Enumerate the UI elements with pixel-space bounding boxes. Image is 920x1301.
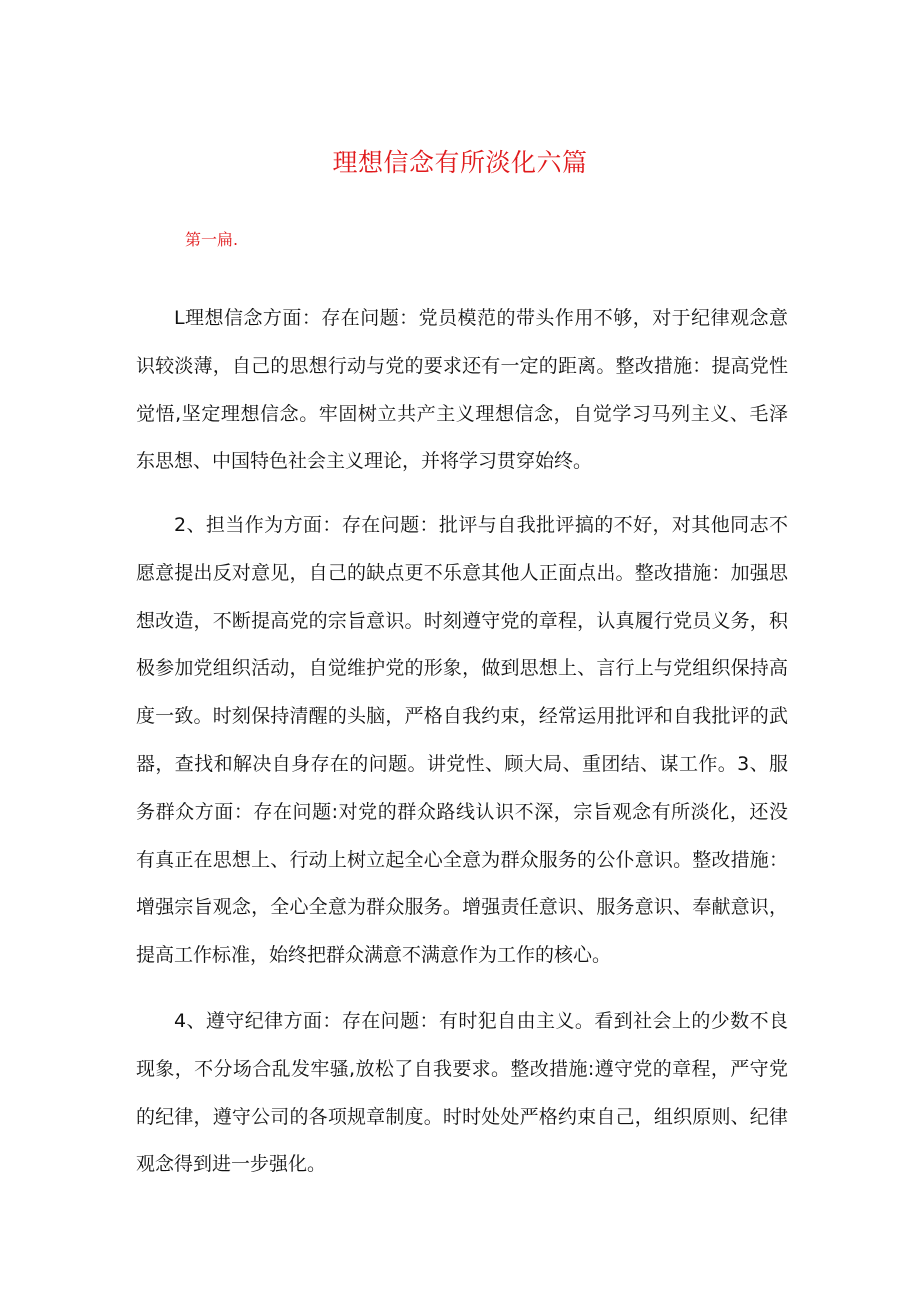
section-heading: 第一扁. bbox=[185, 230, 239, 249]
paragraph-1: L理想信念方面：存在问题：党员模范的带头作用不够，对于纪律观念意识较淡薄，自己的思想行动与党的要求还有一定的距离。整改措施：提高党性觉悟,坚定理想信念。牢固树立共产主义理想信念，自觉学习马列主义、毛泽东思想、中国特色社会主义理论，并将学习贯穿始终。 bbox=[136, 307, 788, 473]
paragraph-2: 2、担当作为方面：存在问题：批评与自我批评搞的不好，对其他同志不愿意提出反对意见，自己的缺点更不乐意其他人正面点出。整改措施：加强思想改造，不断提高党的宗旨意识。时刻遵守党的章程，认真履行党员义务，积极参加党组织活动，自觉维护党的形象，做到思想上、言行上与党组织保持高度一致。时刻保持清醒的头脑，严格自我约束，经常运用批评和自我批评的武器，查找和解决自身存在的问题。讲党性、顾大局、重团结、谋工作。3、服务群众方面：存在问题:对党的群众路线认识不深，宗旨观念有所淡化，还没有真正在思想上、行动上树立起全心全意为群众服务的公仆意识。整改措施：增强宗旨观念，全心全意为群众服务。增强责任意识、服务意识、奉献意识，提高工作标准，始终把群众满意不满意作为工作的核心。 bbox=[136, 514, 788, 967]
paragraph-3: 4、遵守纪律方面：存在问题：有时犯自由主义。看到社会上的少数不良现象，不分场合乱发牢骚,放松了自我要求。整改措施:遵守党的章程，严守党的纪律，遵守公司的各项规章制度。时时处处严格约束自己，组织原则、纪律观念得到进一步强化。 bbox=[136, 1010, 788, 1176]
document-title: 理想信念有所淡化六篇 bbox=[332, 148, 588, 177]
